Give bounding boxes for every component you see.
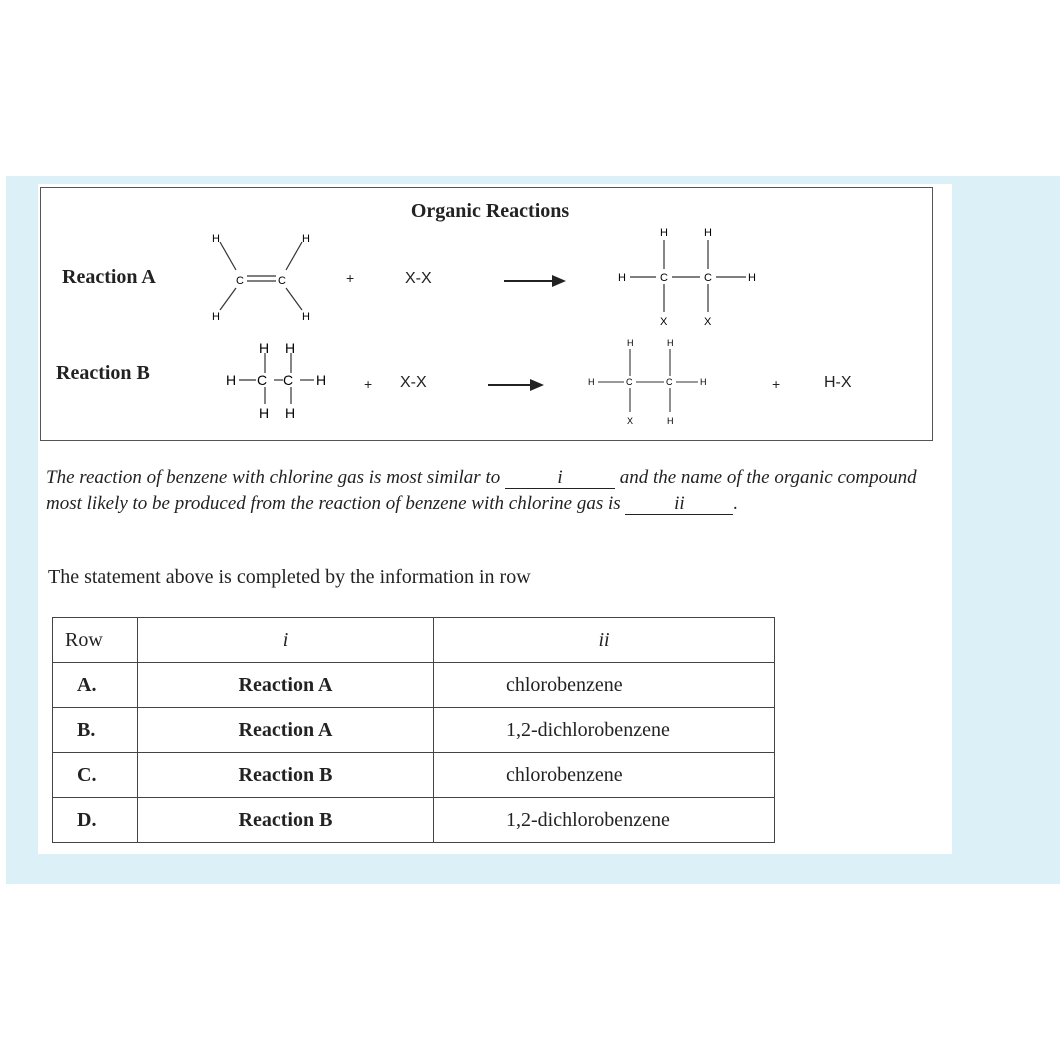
atom-h: H xyxy=(285,340,296,356)
ethene-structure xyxy=(196,228,326,324)
atom-h: H xyxy=(700,377,707,387)
atom-h: H xyxy=(618,272,626,284)
reaction-a-arrow xyxy=(504,280,564,282)
reactions-box xyxy=(40,187,933,441)
row-letter: D. xyxy=(53,798,138,843)
atom-c: C xyxy=(236,275,244,287)
atom-x: X xyxy=(704,316,712,328)
row-letter: A. xyxy=(53,663,138,708)
table-row[interactable] xyxy=(53,663,775,708)
row-letter: C. xyxy=(53,753,138,798)
atom-h: H xyxy=(259,405,270,421)
row-compound: chlorobenzene xyxy=(434,753,775,798)
atom-c: C xyxy=(283,372,294,388)
atom-h: H xyxy=(627,338,634,348)
answer-table xyxy=(52,617,775,843)
reaction-b-arrow xyxy=(488,384,542,386)
row-reaction: Reaction A xyxy=(138,708,434,753)
reaction-b-plus: + xyxy=(364,376,373,392)
row-compound: chlorobenzene xyxy=(434,663,775,708)
atom-h: H xyxy=(316,372,327,388)
reaction-a-reagent: X-X xyxy=(405,270,432,287)
atom-h: H xyxy=(285,405,296,421)
statement-part-1: The reaction of benzene with chlorine gas is most similar to xyxy=(46,467,501,488)
blank-i: i xyxy=(505,468,615,489)
atom-c: C xyxy=(257,372,268,388)
dihaloethane-structure xyxy=(612,222,772,332)
atom-h: H xyxy=(704,227,712,239)
header-ii: ii xyxy=(434,618,775,663)
atom-h: H xyxy=(212,233,220,245)
table-row[interactable] xyxy=(53,708,775,753)
ethane-structure xyxy=(222,338,352,424)
row-compound: 1,2-dichlorobenzene xyxy=(434,708,775,753)
row-compound: 1,2-dichlorobenzene xyxy=(434,798,775,843)
row-reaction: Reaction B xyxy=(138,798,434,843)
row-letter: B. xyxy=(53,708,138,753)
atom-c: C xyxy=(626,377,633,387)
reaction-b-plus-2: + xyxy=(772,376,781,392)
atom-c: C xyxy=(278,275,286,287)
blank-ii: ii xyxy=(625,494,733,515)
atom-h: H xyxy=(667,338,674,348)
statement-part-2: and the name of the organic compound most likely to be produced from the reaction of benzene with chlorine gas is xyxy=(46,467,917,514)
haloethane-structure xyxy=(584,334,724,430)
question-prompt: The statement above is completed by the information in row xyxy=(48,566,531,588)
row-reaction: Reaction B xyxy=(138,753,434,798)
atom-c: C xyxy=(666,377,673,387)
table-header-row xyxy=(53,618,775,663)
atom-c: C xyxy=(704,272,712,284)
atom-x: X xyxy=(660,316,668,328)
atom-h: H xyxy=(660,227,668,239)
header-row: Row xyxy=(53,618,138,663)
row-reaction: Reaction A xyxy=(138,663,434,708)
reactions-title: Organic Reactions xyxy=(410,200,570,222)
reaction-a-plus: + xyxy=(346,270,355,286)
atom-h: H xyxy=(302,311,310,323)
atom-h: H xyxy=(212,311,220,323)
table-row[interactable] xyxy=(53,753,775,798)
reaction-b-byproduct: H-X xyxy=(824,374,852,391)
reaction-b-reagent: X-X xyxy=(400,374,427,391)
statement-end: . xyxy=(733,493,739,514)
atom-h: H xyxy=(259,340,270,356)
atom-h: H xyxy=(302,233,310,245)
atom-x: X xyxy=(627,416,634,426)
question-statement xyxy=(46,465,946,517)
table-row[interactable] xyxy=(53,798,775,843)
reaction-b-label: Reaction B xyxy=(56,362,150,384)
atom-c: C xyxy=(660,272,668,284)
atom-h: H xyxy=(667,416,674,426)
reaction-a-label: Reaction A xyxy=(62,266,156,288)
atom-h: H xyxy=(748,272,756,284)
atom-h: H xyxy=(226,372,237,388)
header-i: i xyxy=(138,618,434,663)
atom-h: H xyxy=(588,377,595,387)
